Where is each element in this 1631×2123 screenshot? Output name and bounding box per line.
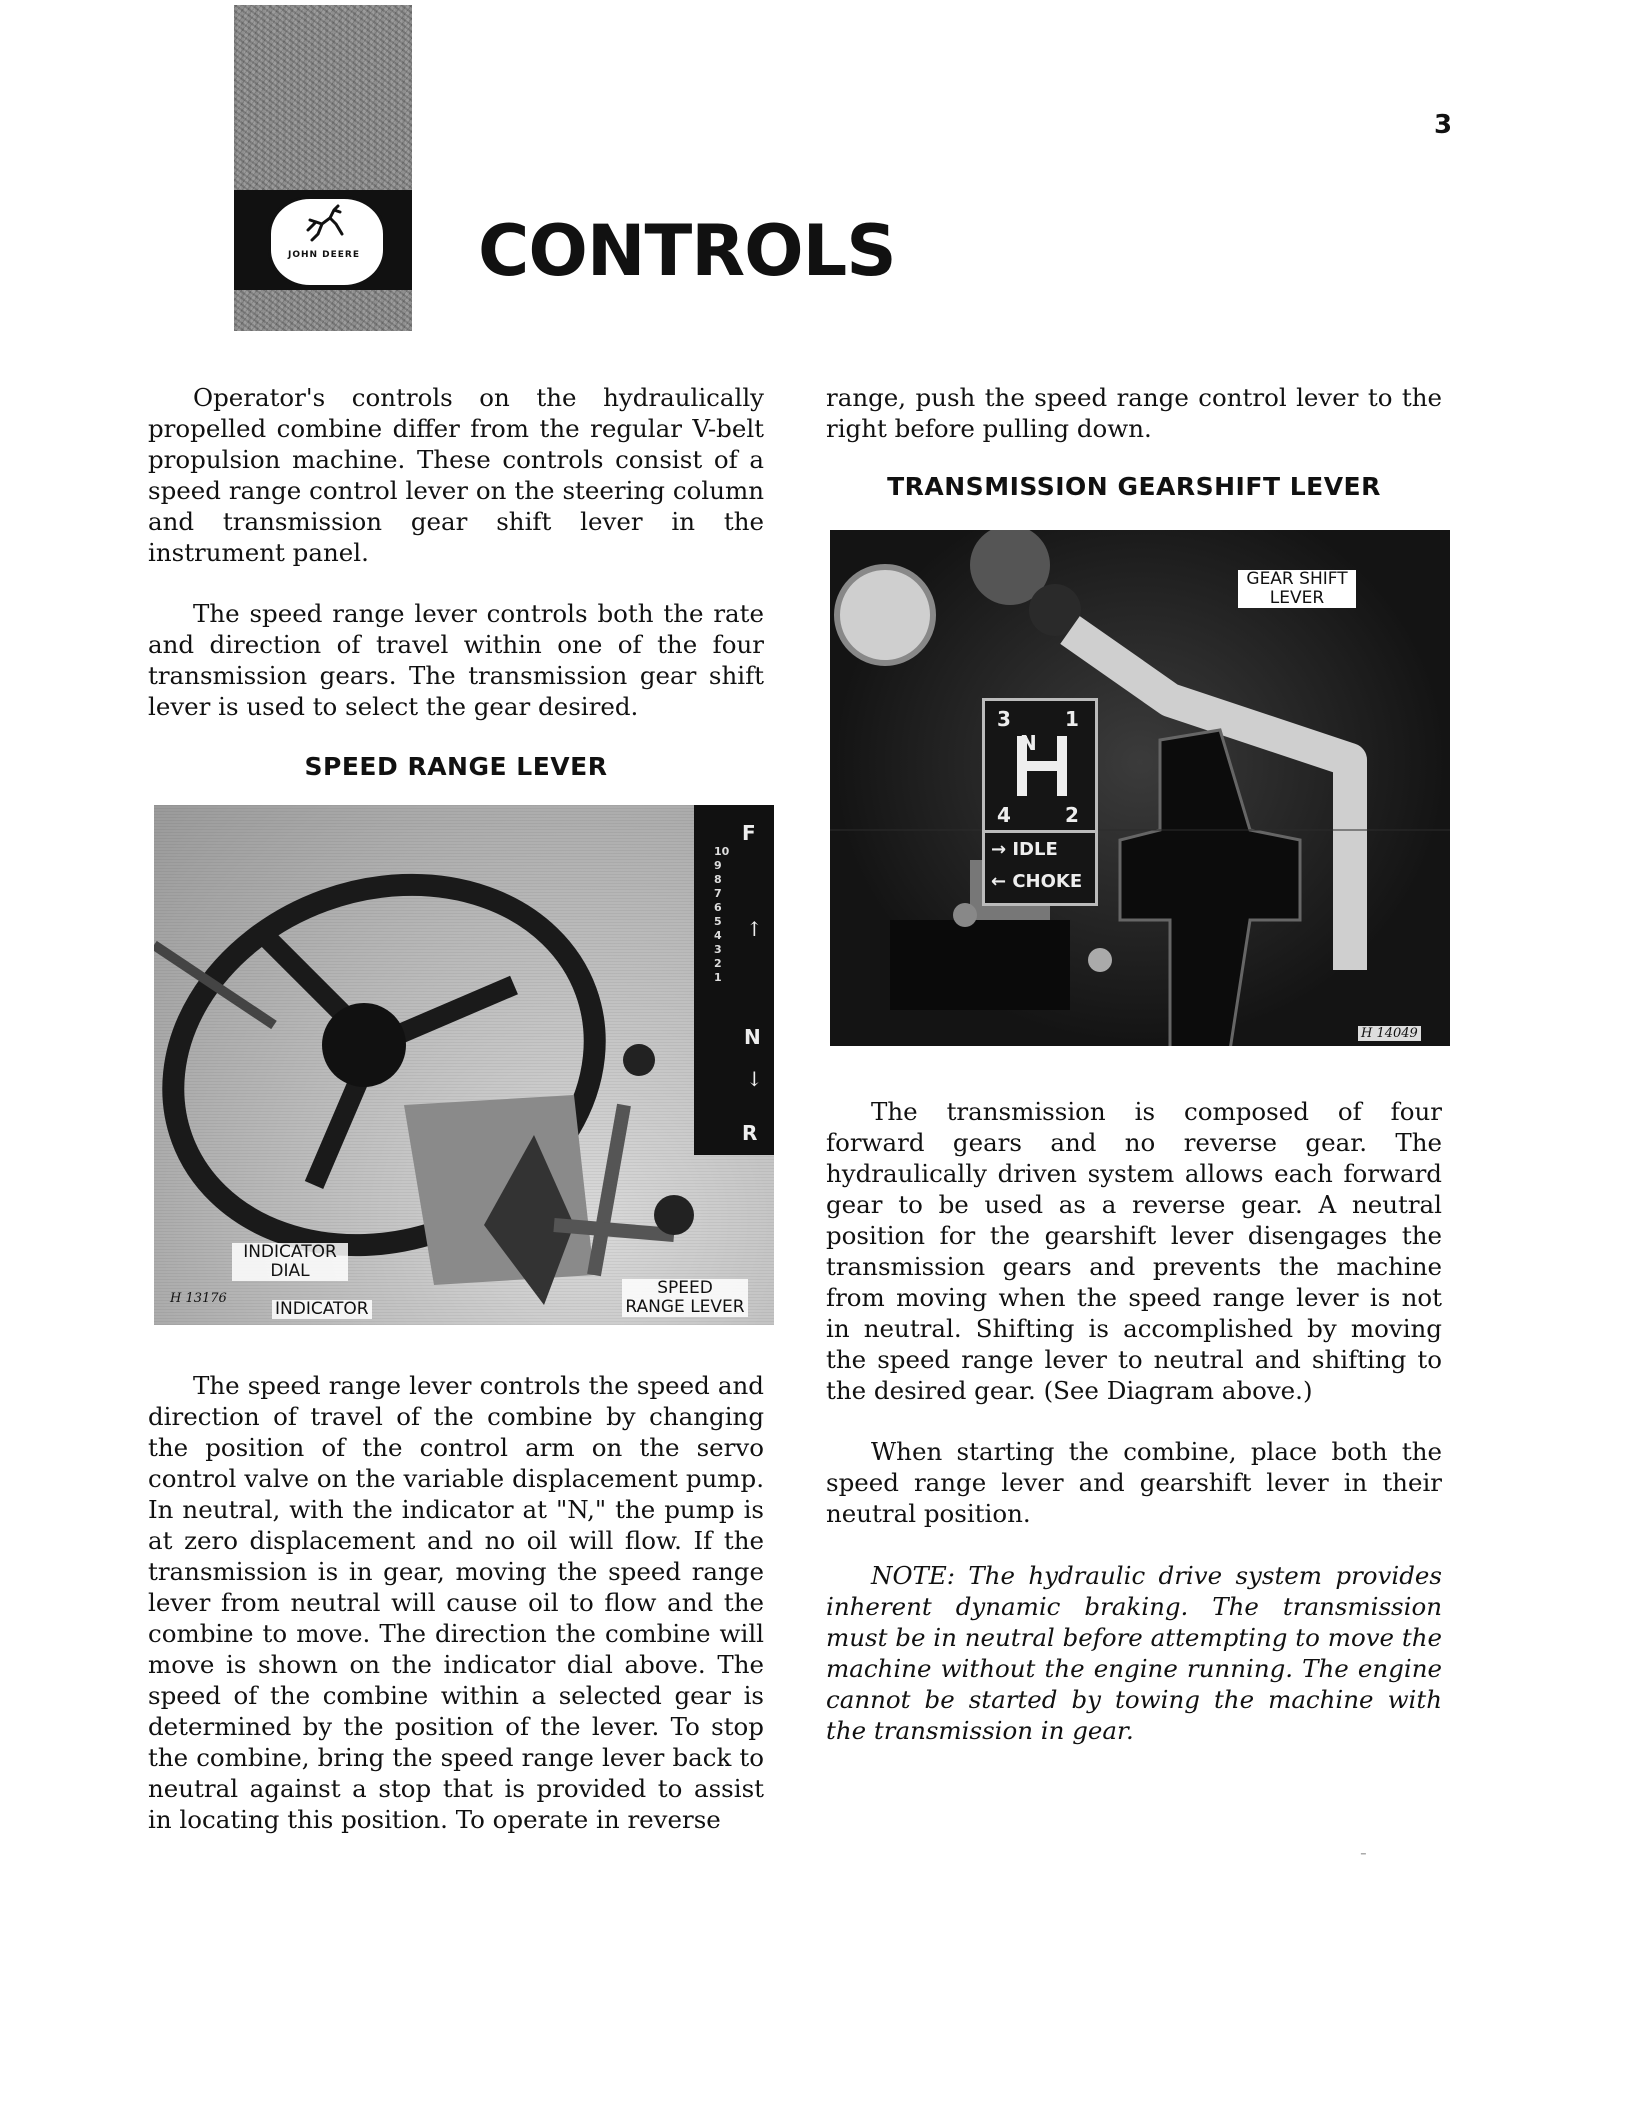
gear-3-label: 3 <box>997 707 1011 731</box>
starting-paragraph: When starting the combine, place both the speed range lever and gearshift lever in their neutral position. <box>826 1437 1442 1528</box>
gearshift-heading: TRANSMISSION GEARSHIFT LEVER <box>887 472 1381 501</box>
dial-reverse-label: R <box>742 1121 758 1145</box>
dial-number: 1 <box>714 971 722 984</box>
intro-paragraph-1: Operator's controls on the hydraulically propelled combine differ from the regular V-belt propulsion machine. These controls consist of a speed range control lever on the steering column and transmission gear shift lever in the instrument panel. <box>148 383 764 567</box>
dial-scale <box>714 845 754 985</box>
dial-number: 10 <box>714 845 730 858</box>
gear-1-label: 1 <box>1065 707 1079 731</box>
scan-mark: - <box>1360 1840 1367 1864</box>
deer-icon <box>300 200 348 244</box>
idle-choke-plate <box>982 830 1098 906</box>
gear-4-label: 4 <box>997 803 1011 827</box>
transmission-paragraph: The transmission is composed of four forward gears and no reverse gear. The hydraulically driven system allows each forward gear to be used as a reverse gear. A neutral position for the gearshift lever disengages the transmission gears and prevents the machine from moving when the speed range lever is not in neutral. Shifting is accomplished by moving the speed range lever to neutral and shifting to the desired gear. (See Diagram above.) <box>826 1097 1442 1405</box>
note-paragraph: NOTE: The hydraulic drive system provides inherent dynamic braking. The transmission must be in neutral before attempting to move the machine without the engine running. The engine cannot be started by towing the machine with the transmission in gear. <box>826 1561 1442 1745</box>
speed-range-heading: SPEED RANGE LEVER <box>304 752 608 781</box>
dial-number: 3 <box>714 943 722 956</box>
speed-range-lever-callout: SPEED RANGE LEVER <box>622 1279 748 1317</box>
speed-range-body-paragraph: The speed range lever controls the speed and direction of travel of the combine by changing the position of the control arm on the servo control valve on the variable displacement pump. In neutral, with the indicator at "N," the pump is at zero displacement and no oil will flow. If the transmission is in gear, moving the speed range lever from neutral will cause oil to flow and the combine to move. The direction the combine will move is shown on the indicator dial above. The speed of the combine within a selected gear is determined by the position of the lever. To stop the combine, bring the speed range lever back to neutral against a stop that is provided to assist in locating this position. To operate in reverse <box>148 1371 764 1834</box>
page-title: CONTROLS <box>478 210 896 292</box>
page-number: 3 <box>1434 110 1453 140</box>
dial-number: 8 <box>714 873 722 886</box>
photo-code: H 13176 <box>170 1291 227 1306</box>
dial-number: 6 <box>714 901 722 914</box>
dial-number: 4 <box>714 929 722 942</box>
choke-label: ← CHOKE <box>991 871 1083 892</box>
arrow-down-icon: ↓ <box>746 1067 763 1091</box>
dial-neutral-label: N <box>744 1025 761 1049</box>
speed-range-lever-photo <box>154 805 774 1325</box>
photo-code: H 14049 <box>1358 1026 1421 1041</box>
dial-number: 5 <box>714 915 722 928</box>
gear-shift-lever-callout: GEAR SHIFT LEVER <box>1238 570 1356 608</box>
idle-label: → IDLE <box>991 839 1058 860</box>
continuation-paragraph: range, push the speed range control lever to the right before pulling down. <box>826 383 1442 443</box>
gearshift-illustration <box>830 530 1450 1046</box>
dial-number: 7 <box>714 887 722 900</box>
dial-number: 2 <box>714 957 722 970</box>
intro-paragraph-2: The speed range lever controls both the rate and direction of travel within one of the four transmission gears. The transmission gear shift lever is used to select the gear desired. <box>148 599 764 721</box>
arrow-up-icon: ↑ <box>746 917 763 941</box>
dial-number: 9 <box>714 859 722 872</box>
gear-2-label: 2 <box>1065 803 1079 827</box>
gear-neutral-label: N <box>1020 731 1037 755</box>
gearshift-lever-photo <box>830 530 1450 1046</box>
logo-text: JOHN DEERE <box>287 250 361 260</box>
indicator-callout: INDICATOR <box>272 1300 372 1319</box>
h-pattern-icon <box>1007 731 1077 801</box>
indicator-dial-callout: INDICATOR DIAL <box>232 1243 348 1281</box>
dial-forward-label: F <box>742 821 756 845</box>
shift-pattern-plate <box>982 698 1098 834</box>
